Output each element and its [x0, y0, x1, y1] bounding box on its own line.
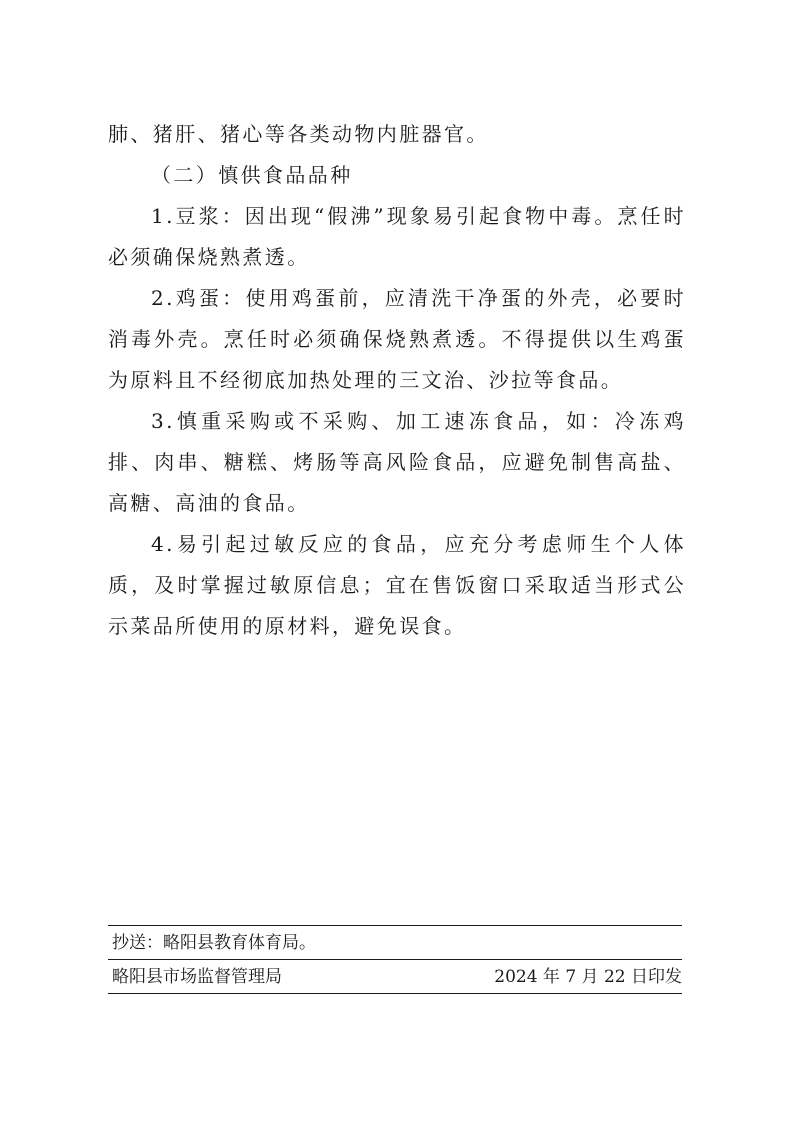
section-heading: （二）慎供食品品种 — [151, 163, 353, 187]
issuer-line — [112, 966, 682, 988]
issue-date: 2024 年 7 月 22 日印发 — [494, 967, 682, 987]
issuer-name: 略阳县市场监督管理局 — [112, 967, 282, 987]
list-item-allergens: 4.易引起过敏反应的食品，应充分考虑师生个人体质，及时掌握过敏原信息；宜在售饭窗口采取适当形式公示菜品所使用的原材料，避免误食。 — [108, 532, 686, 638]
list-item-eggs: 2.鸡蛋：使用鸡蛋前，应清洗干净蛋的外壳，必要时消毒外壳。烹任时必须确保烧熟煮透。不得提供以生鸡蛋为原料且不经彻底加热处理的三文治、沙拉等食品。 — [108, 286, 686, 392]
list-item-frozen-food: 3.慎重采购或不采购、加工速冻食品，如：冷冻鸡排、肉串、糖糕、烤肠等高风险食品，应避免制售高盐、高糖、高油的食品。 — [108, 409, 686, 515]
list-item-soy-milk: 1.豆浆：因出现“假沸”现象易引起食物中毒。烹任时必须确保烧熟煮透。 — [108, 204, 686, 269]
paragraph-continuation: 肺、猪肝、猪心等各类动物内脏器官。 — [108, 122, 489, 146]
document-body — [108, 114, 686, 647]
footer-top-rule — [108, 925, 682, 926]
cc-line: 抄送：略阳县教育体育局。 — [112, 933, 316, 953]
footer-middle-rule — [108, 959, 682, 960]
footer-bottom-rule — [108, 993, 682, 994]
